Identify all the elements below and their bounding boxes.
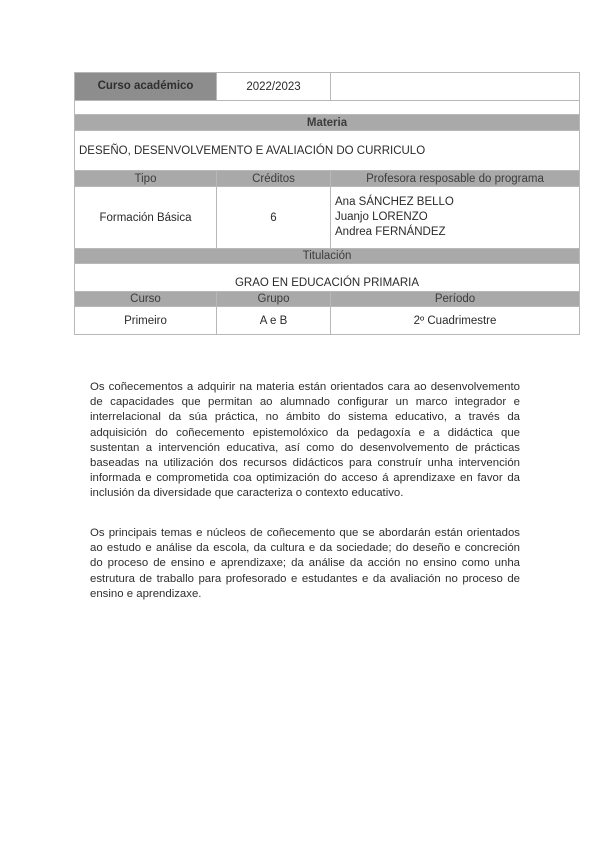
degree-header-row bbox=[75, 249, 580, 264]
course-info-table bbox=[74, 72, 580, 335]
credits-label: Créditos bbox=[217, 171, 331, 187]
degree-value-row bbox=[75, 264, 580, 292]
group-label: Grupo bbox=[217, 292, 331, 307]
type-label: Tipo bbox=[75, 171, 217, 187]
subject-value-row bbox=[75, 131, 580, 171]
subject-label: Materia bbox=[75, 115, 580, 131]
credits-value: 6 bbox=[217, 187, 331, 249]
topics-paragraph: Os principais temas e núcleos de coñecemento que se abordarán están orientados ao estudo e análise da escola, da cultura e da sociedade; do deseño e concreción do proceso de ensino e aprendizaxe; da análise da acción no ensino como unha estrutura de traballo para profesorado e estudantes e da avaliación no proceso de ensino e aprendizaxe. bbox=[90, 527, 520, 600]
type-header-row bbox=[75, 171, 580, 187]
empty-cell bbox=[331, 73, 580, 101]
subject-value: DESEÑO, DESENVOLVEMENTO E AVALIACIÓN DO CURRICULO bbox=[75, 131, 580, 171]
type-value-row bbox=[75, 187, 580, 249]
teacher-label: Profesora resposable do programa bbox=[331, 171, 580, 187]
teacher-name: Andrea FERNÁNDEZ bbox=[335, 226, 446, 238]
academic-year-label: Curso académico bbox=[75, 73, 217, 101]
group-value: A e B bbox=[217, 307, 331, 335]
academic-year-value: 2022/2023 bbox=[217, 73, 331, 101]
period-value: 2º Cuadrimestre bbox=[331, 307, 580, 335]
teacher-name: Ana SÁNCHEZ BELLO bbox=[335, 196, 454, 208]
spacer-cell bbox=[75, 101, 580, 115]
degree-label: Titulación bbox=[75, 249, 580, 264]
course-label: Curso bbox=[75, 292, 217, 307]
academic-year-row bbox=[75, 73, 580, 101]
course-value: Primeiro bbox=[75, 307, 217, 335]
type-value: Formación Básica bbox=[75, 187, 217, 249]
period-label: Período bbox=[331, 292, 580, 307]
teachers-list bbox=[331, 187, 580, 249]
degree-value: GRAO EN EDUCACIÓN PRIMARIA bbox=[75, 264, 580, 292]
description-paragraph: Os coñecementos a adquirir na materia están orientados cara ao desenvolvemento de capacidades que permitan ao alumnado configurar un marco integrador e interrelacional da súa práctica, no ámbito do sistema educativo, a través da adquisición do coñecemento epistemolóxico da pedagoxía e a didáctica que sustentan a intervención educativa, así como do desenvolvemento de prácticas baseadas na utilización dos recursos didácticos para construír unha intervención informada e comprometida coa optimización do acceso á aprendizaxe en favor da inclusión da diversidade que caracteriza o contexto educativo. bbox=[90, 381, 520, 500]
course-value-row bbox=[75, 307, 580, 335]
spacer-row bbox=[75, 101, 580, 115]
teacher-name: Juanjo LORENZO bbox=[335, 211, 428, 223]
subject-header-row bbox=[75, 115, 580, 131]
course-header-row bbox=[75, 292, 580, 307]
